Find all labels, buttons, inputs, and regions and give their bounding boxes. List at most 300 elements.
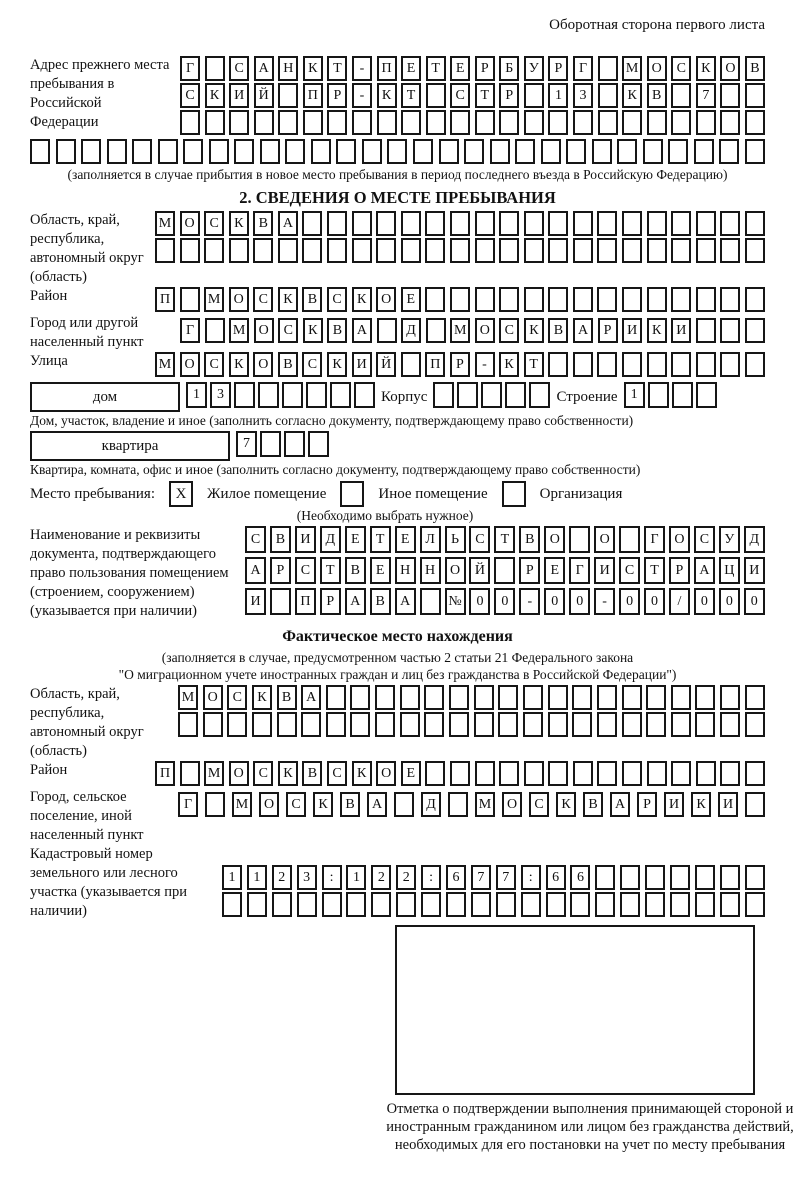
char-box[interactable] <box>270 588 291 615</box>
char-box[interactable] <box>350 712 370 737</box>
char-box[interactable] <box>620 865 640 890</box>
char-box[interactable]: Й <box>469 557 490 584</box>
char-box[interactable] <box>548 685 568 710</box>
char-box[interactable] <box>647 352 667 377</box>
char-box[interactable] <box>745 211 765 236</box>
char-box[interactable]: О <box>259 792 279 817</box>
char-box[interactable] <box>180 287 200 312</box>
char-box[interactable] <box>401 110 421 135</box>
char-box[interactable] <box>433 382 454 408</box>
char-box[interactable]: О <box>253 352 273 377</box>
char-box[interactable]: И <box>245 588 266 615</box>
char-box[interactable]: Т <box>494 526 515 553</box>
char-box[interactable] <box>401 352 421 377</box>
char-box[interactable]: О <box>180 211 200 236</box>
char-box[interactable]: 1 <box>624 382 645 408</box>
char-box[interactable]: Т <box>475 83 495 108</box>
char-box[interactable]: А <box>345 588 366 615</box>
char-box[interactable]: С <box>295 557 316 584</box>
char-box[interactable] <box>597 287 617 312</box>
char-box[interactable]: О <box>669 526 690 553</box>
char-box[interactable] <box>155 238 175 263</box>
char-box[interactable]: 1 <box>186 382 207 408</box>
char-box[interactable] <box>336 139 356 164</box>
char-box[interactable] <box>720 110 740 135</box>
char-box[interactable]: С <box>671 56 691 81</box>
char-box[interactable] <box>499 287 519 312</box>
char-box[interactable]: Т <box>401 83 421 108</box>
char-box[interactable] <box>302 238 322 263</box>
char-box[interactable] <box>695 892 715 917</box>
char-box[interactable]: 0 <box>544 588 565 615</box>
char-box[interactable] <box>573 110 593 135</box>
char-box[interactable] <box>278 83 298 108</box>
char-box[interactable]: И <box>671 318 691 343</box>
char-box[interactable] <box>695 712 715 737</box>
char-box[interactable] <box>695 685 715 710</box>
char-box[interactable]: В <box>548 318 568 343</box>
char-box[interactable] <box>450 761 470 786</box>
char-box[interactable] <box>696 382 717 408</box>
char-box[interactable]: О <box>445 557 466 584</box>
char-box[interactable] <box>311 139 331 164</box>
char-box[interactable]: А <box>254 56 274 81</box>
char-box[interactable] <box>234 139 254 164</box>
char-box[interactable] <box>178 712 198 737</box>
char-box[interactable] <box>464 139 484 164</box>
char-box[interactable]: А <box>278 211 298 236</box>
char-box[interactable]: Г <box>569 557 590 584</box>
char-box[interactable] <box>548 712 568 737</box>
char-box[interactable]: Г <box>180 318 200 343</box>
char-box[interactable] <box>546 892 566 917</box>
char-box[interactable]: 0 <box>744 588 765 615</box>
char-box[interactable] <box>597 685 617 710</box>
char-box[interactable] <box>158 139 178 164</box>
char-box[interactable] <box>376 211 396 236</box>
char-box[interactable]: П <box>155 761 175 786</box>
char-box[interactable]: / <box>669 588 690 615</box>
char-box[interactable] <box>622 287 642 312</box>
char-box[interactable] <box>597 712 617 737</box>
char-box[interactable] <box>720 761 740 786</box>
char-box[interactable]: О <box>229 761 249 786</box>
char-box[interactable]: К <box>647 318 667 343</box>
char-box[interactable] <box>180 238 200 263</box>
char-box[interactable]: Т <box>320 557 341 584</box>
char-box[interactable] <box>499 211 519 236</box>
char-box[interactable]: 2 <box>272 865 292 890</box>
char-box[interactable]: Е <box>544 557 565 584</box>
char-box[interactable] <box>377 318 397 343</box>
char-box[interactable]: И <box>352 352 372 377</box>
char-box[interactable]: М <box>178 685 198 710</box>
char-box[interactable] <box>277 712 297 737</box>
char-box[interactable]: С <box>469 526 490 553</box>
char-box[interactable]: У <box>719 526 740 553</box>
char-box[interactable] <box>426 110 446 135</box>
char-box[interactable]: К <box>691 792 711 817</box>
char-box[interactable]: К <box>499 352 519 377</box>
char-box[interactable] <box>352 110 372 135</box>
char-box[interactable]: К <box>622 83 642 108</box>
char-box[interactable] <box>597 761 617 786</box>
char-box[interactable]: Т <box>524 352 544 377</box>
char-box[interactable]: 6 <box>446 865 466 890</box>
char-box[interactable] <box>668 139 688 164</box>
char-box[interactable]: В <box>370 588 391 615</box>
char-box[interactable] <box>745 83 765 108</box>
char-box[interactable] <box>647 287 667 312</box>
char-box[interactable]: 0 <box>719 588 740 615</box>
char-box[interactable] <box>646 712 666 737</box>
char-box[interactable] <box>595 865 615 890</box>
char-box[interactable] <box>566 139 586 164</box>
char-box[interactable] <box>595 892 615 917</box>
char-box[interactable] <box>425 238 445 263</box>
char-box[interactable]: В <box>270 526 291 553</box>
char-box[interactable]: К <box>278 761 298 786</box>
char-box[interactable] <box>426 83 446 108</box>
char-box[interactable] <box>548 352 568 377</box>
char-box[interactable]: С <box>278 318 298 343</box>
char-box[interactable] <box>205 318 225 343</box>
char-box[interactable] <box>620 892 640 917</box>
char-box[interactable]: С <box>499 318 519 343</box>
char-box[interactable]: О <box>376 287 396 312</box>
char-box[interactable] <box>524 83 544 108</box>
char-box[interactable] <box>720 318 740 343</box>
char-box[interactable]: В <box>340 792 360 817</box>
char-box[interactable] <box>499 110 519 135</box>
char-box[interactable] <box>745 110 765 135</box>
char-box[interactable] <box>720 865 740 890</box>
char-box[interactable] <box>648 382 669 408</box>
char-box[interactable]: И <box>622 318 642 343</box>
char-box[interactable]: - <box>475 352 495 377</box>
char-box[interactable]: Й <box>254 83 274 108</box>
char-box[interactable]: С <box>245 526 266 553</box>
char-box[interactable] <box>327 110 347 135</box>
char-box[interactable] <box>425 761 445 786</box>
char-box[interactable] <box>446 892 466 917</box>
char-box[interactable]: Р <box>637 792 657 817</box>
char-box[interactable] <box>229 110 249 135</box>
char-box[interactable] <box>622 761 642 786</box>
char-box[interactable]: И <box>718 792 738 817</box>
char-box[interactable]: С <box>229 56 249 81</box>
char-box[interactable] <box>285 139 305 164</box>
char-box[interactable]: 6 <box>570 865 590 890</box>
char-box[interactable] <box>229 238 249 263</box>
char-box[interactable] <box>375 685 395 710</box>
char-box[interactable] <box>745 287 765 312</box>
char-box[interactable] <box>425 287 445 312</box>
char-box[interactable]: Т <box>426 56 446 81</box>
char-box[interactable] <box>260 431 281 457</box>
char-box[interactable]: 0 <box>694 588 715 615</box>
char-box[interactable]: В <box>327 318 347 343</box>
char-box[interactable] <box>420 588 441 615</box>
char-box[interactable]: Г <box>180 56 200 81</box>
char-box[interactable] <box>475 211 495 236</box>
char-box[interactable]: 3 <box>210 382 231 408</box>
char-box[interactable]: А <box>610 792 630 817</box>
char-box[interactable] <box>421 892 441 917</box>
char-box[interactable] <box>643 139 663 164</box>
char-box[interactable] <box>424 712 444 737</box>
char-box[interactable]: Е <box>345 526 366 553</box>
char-box[interactable] <box>205 56 225 81</box>
char-box[interactable] <box>524 761 544 786</box>
char-box[interactable] <box>597 211 617 236</box>
char-box[interactable]: П <box>295 588 316 615</box>
char-box[interactable]: О <box>502 792 522 817</box>
char-box[interactable] <box>745 238 765 263</box>
char-box[interactable] <box>258 382 279 408</box>
char-box[interactable] <box>282 382 303 408</box>
char-box[interactable]: Д <box>401 318 421 343</box>
char-box[interactable] <box>745 761 765 786</box>
char-box[interactable] <box>475 761 495 786</box>
char-box[interactable]: Р <box>519 557 540 584</box>
char-box[interactable]: П <box>425 352 445 377</box>
char-box[interactable] <box>377 110 397 135</box>
char-box[interactable]: В <box>583 792 603 817</box>
char-box[interactable]: М <box>232 792 252 817</box>
char-box[interactable]: О <box>254 318 274 343</box>
char-box[interactable]: С <box>253 761 273 786</box>
char-box[interactable]: О <box>203 685 223 710</box>
char-box[interactable] <box>745 865 765 890</box>
char-box[interactable]: П <box>377 56 397 81</box>
char-box[interactable] <box>622 685 642 710</box>
char-box[interactable]: 1 <box>346 865 366 890</box>
char-box[interactable]: О <box>376 761 396 786</box>
char-box[interactable] <box>499 238 519 263</box>
char-box[interactable] <box>548 761 568 786</box>
char-box[interactable]: С <box>529 792 549 817</box>
char-box[interactable] <box>505 382 526 408</box>
char-box[interactable]: - <box>352 83 372 108</box>
char-box[interactable] <box>515 139 535 164</box>
char-box[interactable] <box>696 287 716 312</box>
char-box[interactable]: Г <box>644 526 665 553</box>
char-box[interactable] <box>496 892 516 917</box>
char-box[interactable]: А <box>352 318 372 343</box>
char-box[interactable]: Г <box>178 792 198 817</box>
char-box[interactable]: 7 <box>471 865 491 890</box>
char-box[interactable] <box>346 892 366 917</box>
char-box[interactable] <box>598 83 618 108</box>
char-box[interactable]: 3 <box>573 83 593 108</box>
char-box[interactable]: 0 <box>469 588 490 615</box>
char-box[interactable] <box>720 238 740 263</box>
char-box[interactable] <box>205 110 225 135</box>
char-box[interactable] <box>203 712 223 737</box>
char-box[interactable]: Р <box>598 318 618 343</box>
char-box[interactable] <box>573 352 593 377</box>
char-box[interactable]: В <box>647 83 667 108</box>
char-box[interactable] <box>524 287 544 312</box>
char-box[interactable]: И <box>229 83 249 108</box>
char-box[interactable] <box>498 685 518 710</box>
char-box[interactable]: М <box>204 761 224 786</box>
char-box[interactable] <box>720 712 740 737</box>
char-box[interactable]: Р <box>669 557 690 584</box>
char-box[interactable] <box>696 238 716 263</box>
char-box[interactable] <box>247 892 267 917</box>
char-box[interactable] <box>450 211 470 236</box>
char-box[interactable] <box>253 238 273 263</box>
char-box[interactable] <box>450 238 470 263</box>
char-box[interactable] <box>107 139 127 164</box>
char-box[interactable] <box>696 761 716 786</box>
char-box[interactable]: Р <box>499 83 519 108</box>
char-box[interactable]: К <box>327 352 347 377</box>
char-box[interactable] <box>352 238 372 263</box>
char-box[interactable]: О <box>594 526 615 553</box>
char-box[interactable] <box>597 352 617 377</box>
char-box[interactable] <box>471 892 491 917</box>
char-box[interactable]: К <box>696 56 716 81</box>
char-box[interactable] <box>449 712 469 737</box>
char-box[interactable] <box>56 139 76 164</box>
char-box[interactable] <box>30 139 50 164</box>
char-box[interactable] <box>260 139 280 164</box>
kvartira-type-box[interactable]: квартира <box>30 431 230 461</box>
char-box[interactable]: С <box>204 352 224 377</box>
char-box[interactable]: В <box>302 287 322 312</box>
char-box[interactable] <box>720 685 740 710</box>
char-box[interactable]: С <box>450 83 470 108</box>
char-box[interactable]: А <box>245 557 266 584</box>
char-box[interactable]: А <box>395 588 416 615</box>
char-box[interactable] <box>352 211 372 236</box>
char-box[interactable]: - <box>594 588 615 615</box>
char-box[interactable]: К <box>303 318 323 343</box>
char-box[interactable]: М <box>155 352 175 377</box>
char-box[interactable] <box>569 526 590 553</box>
char-box[interactable] <box>573 238 593 263</box>
char-box[interactable] <box>183 139 203 164</box>
char-box[interactable] <box>180 761 200 786</box>
char-box[interactable] <box>481 382 502 408</box>
char-box[interactable]: В <box>745 56 765 81</box>
char-box[interactable]: Т <box>644 557 665 584</box>
char-box[interactable]: Е <box>370 557 391 584</box>
char-box[interactable]: Н <box>420 557 441 584</box>
char-box[interactable] <box>450 287 470 312</box>
char-box[interactable] <box>326 685 346 710</box>
char-box[interactable]: М <box>155 211 175 236</box>
char-box[interactable]: И <box>295 526 316 553</box>
char-box[interactable] <box>622 110 642 135</box>
char-box[interactable] <box>745 318 765 343</box>
char-box[interactable]: - <box>519 588 540 615</box>
char-box[interactable] <box>646 685 666 710</box>
char-box[interactable]: 6 <box>546 865 566 890</box>
char-box[interactable]: - <box>352 56 372 81</box>
char-box[interactable]: 2 <box>396 865 416 890</box>
char-box[interactable]: И <box>664 792 684 817</box>
char-box[interactable] <box>671 352 691 377</box>
char-box[interactable]: К <box>278 287 298 312</box>
char-box[interactable]: О <box>180 352 200 377</box>
char-box[interactable] <box>400 685 420 710</box>
char-box[interactable]: Т <box>370 526 391 553</box>
char-box[interactable]: М <box>622 56 642 81</box>
char-box[interactable]: О <box>544 526 565 553</box>
char-box[interactable]: Й <box>376 352 396 377</box>
char-box[interactable] <box>326 712 346 737</box>
char-box[interactable]: Р <box>320 588 341 615</box>
char-box[interactable] <box>622 712 642 737</box>
char-box[interactable] <box>327 238 347 263</box>
char-box[interactable] <box>720 211 740 236</box>
char-box[interactable]: Е <box>401 761 421 786</box>
char-box[interactable] <box>278 238 298 263</box>
char-box[interactable] <box>548 287 568 312</box>
char-box[interactable] <box>597 238 617 263</box>
char-box[interactable]: Н <box>278 56 298 81</box>
char-box[interactable] <box>449 685 469 710</box>
char-box[interactable]: Т <box>327 56 347 81</box>
char-box[interactable] <box>695 865 715 890</box>
char-box[interactable]: К <box>205 83 225 108</box>
char-box[interactable]: Е <box>450 56 470 81</box>
char-box[interactable] <box>209 139 229 164</box>
char-box[interactable] <box>400 712 420 737</box>
char-box[interactable] <box>394 792 414 817</box>
char-box[interactable]: Б <box>499 56 519 81</box>
char-box[interactable] <box>494 557 515 584</box>
char-box[interactable]: О <box>229 287 249 312</box>
char-box[interactable] <box>252 712 272 737</box>
char-box[interactable]: П <box>155 287 175 312</box>
char-box[interactable]: С <box>227 685 247 710</box>
char-box[interactable] <box>645 865 665 890</box>
char-box[interactable] <box>548 110 568 135</box>
char-box[interactable]: К <box>556 792 576 817</box>
char-box[interactable]: Д <box>744 526 765 553</box>
char-box[interactable] <box>204 238 224 263</box>
char-box[interactable]: К <box>313 792 333 817</box>
char-box[interactable] <box>745 352 765 377</box>
char-box[interactable]: 0 <box>569 588 590 615</box>
char-box[interactable] <box>696 352 716 377</box>
char-box[interactable]: С <box>180 83 200 108</box>
char-box[interactable]: С <box>694 526 715 553</box>
char-box[interactable] <box>254 110 274 135</box>
char-box[interactable] <box>622 211 642 236</box>
char-box[interactable] <box>375 712 395 737</box>
char-box[interactable]: : <box>322 865 342 890</box>
char-box[interactable] <box>671 287 691 312</box>
char-box[interactable]: К <box>352 287 372 312</box>
char-box[interactable]: П <box>303 83 323 108</box>
char-box[interactable] <box>573 211 593 236</box>
char-box[interactable]: А <box>694 557 715 584</box>
char-box[interactable] <box>647 211 667 236</box>
char-box[interactable] <box>524 238 544 263</box>
char-box[interactable] <box>719 139 739 164</box>
char-box[interactable]: Д <box>320 526 341 553</box>
char-box[interactable] <box>548 211 568 236</box>
char-box[interactable]: К <box>229 352 249 377</box>
char-box[interactable]: С <box>619 557 640 584</box>
char-box[interactable]: Е <box>401 56 421 81</box>
